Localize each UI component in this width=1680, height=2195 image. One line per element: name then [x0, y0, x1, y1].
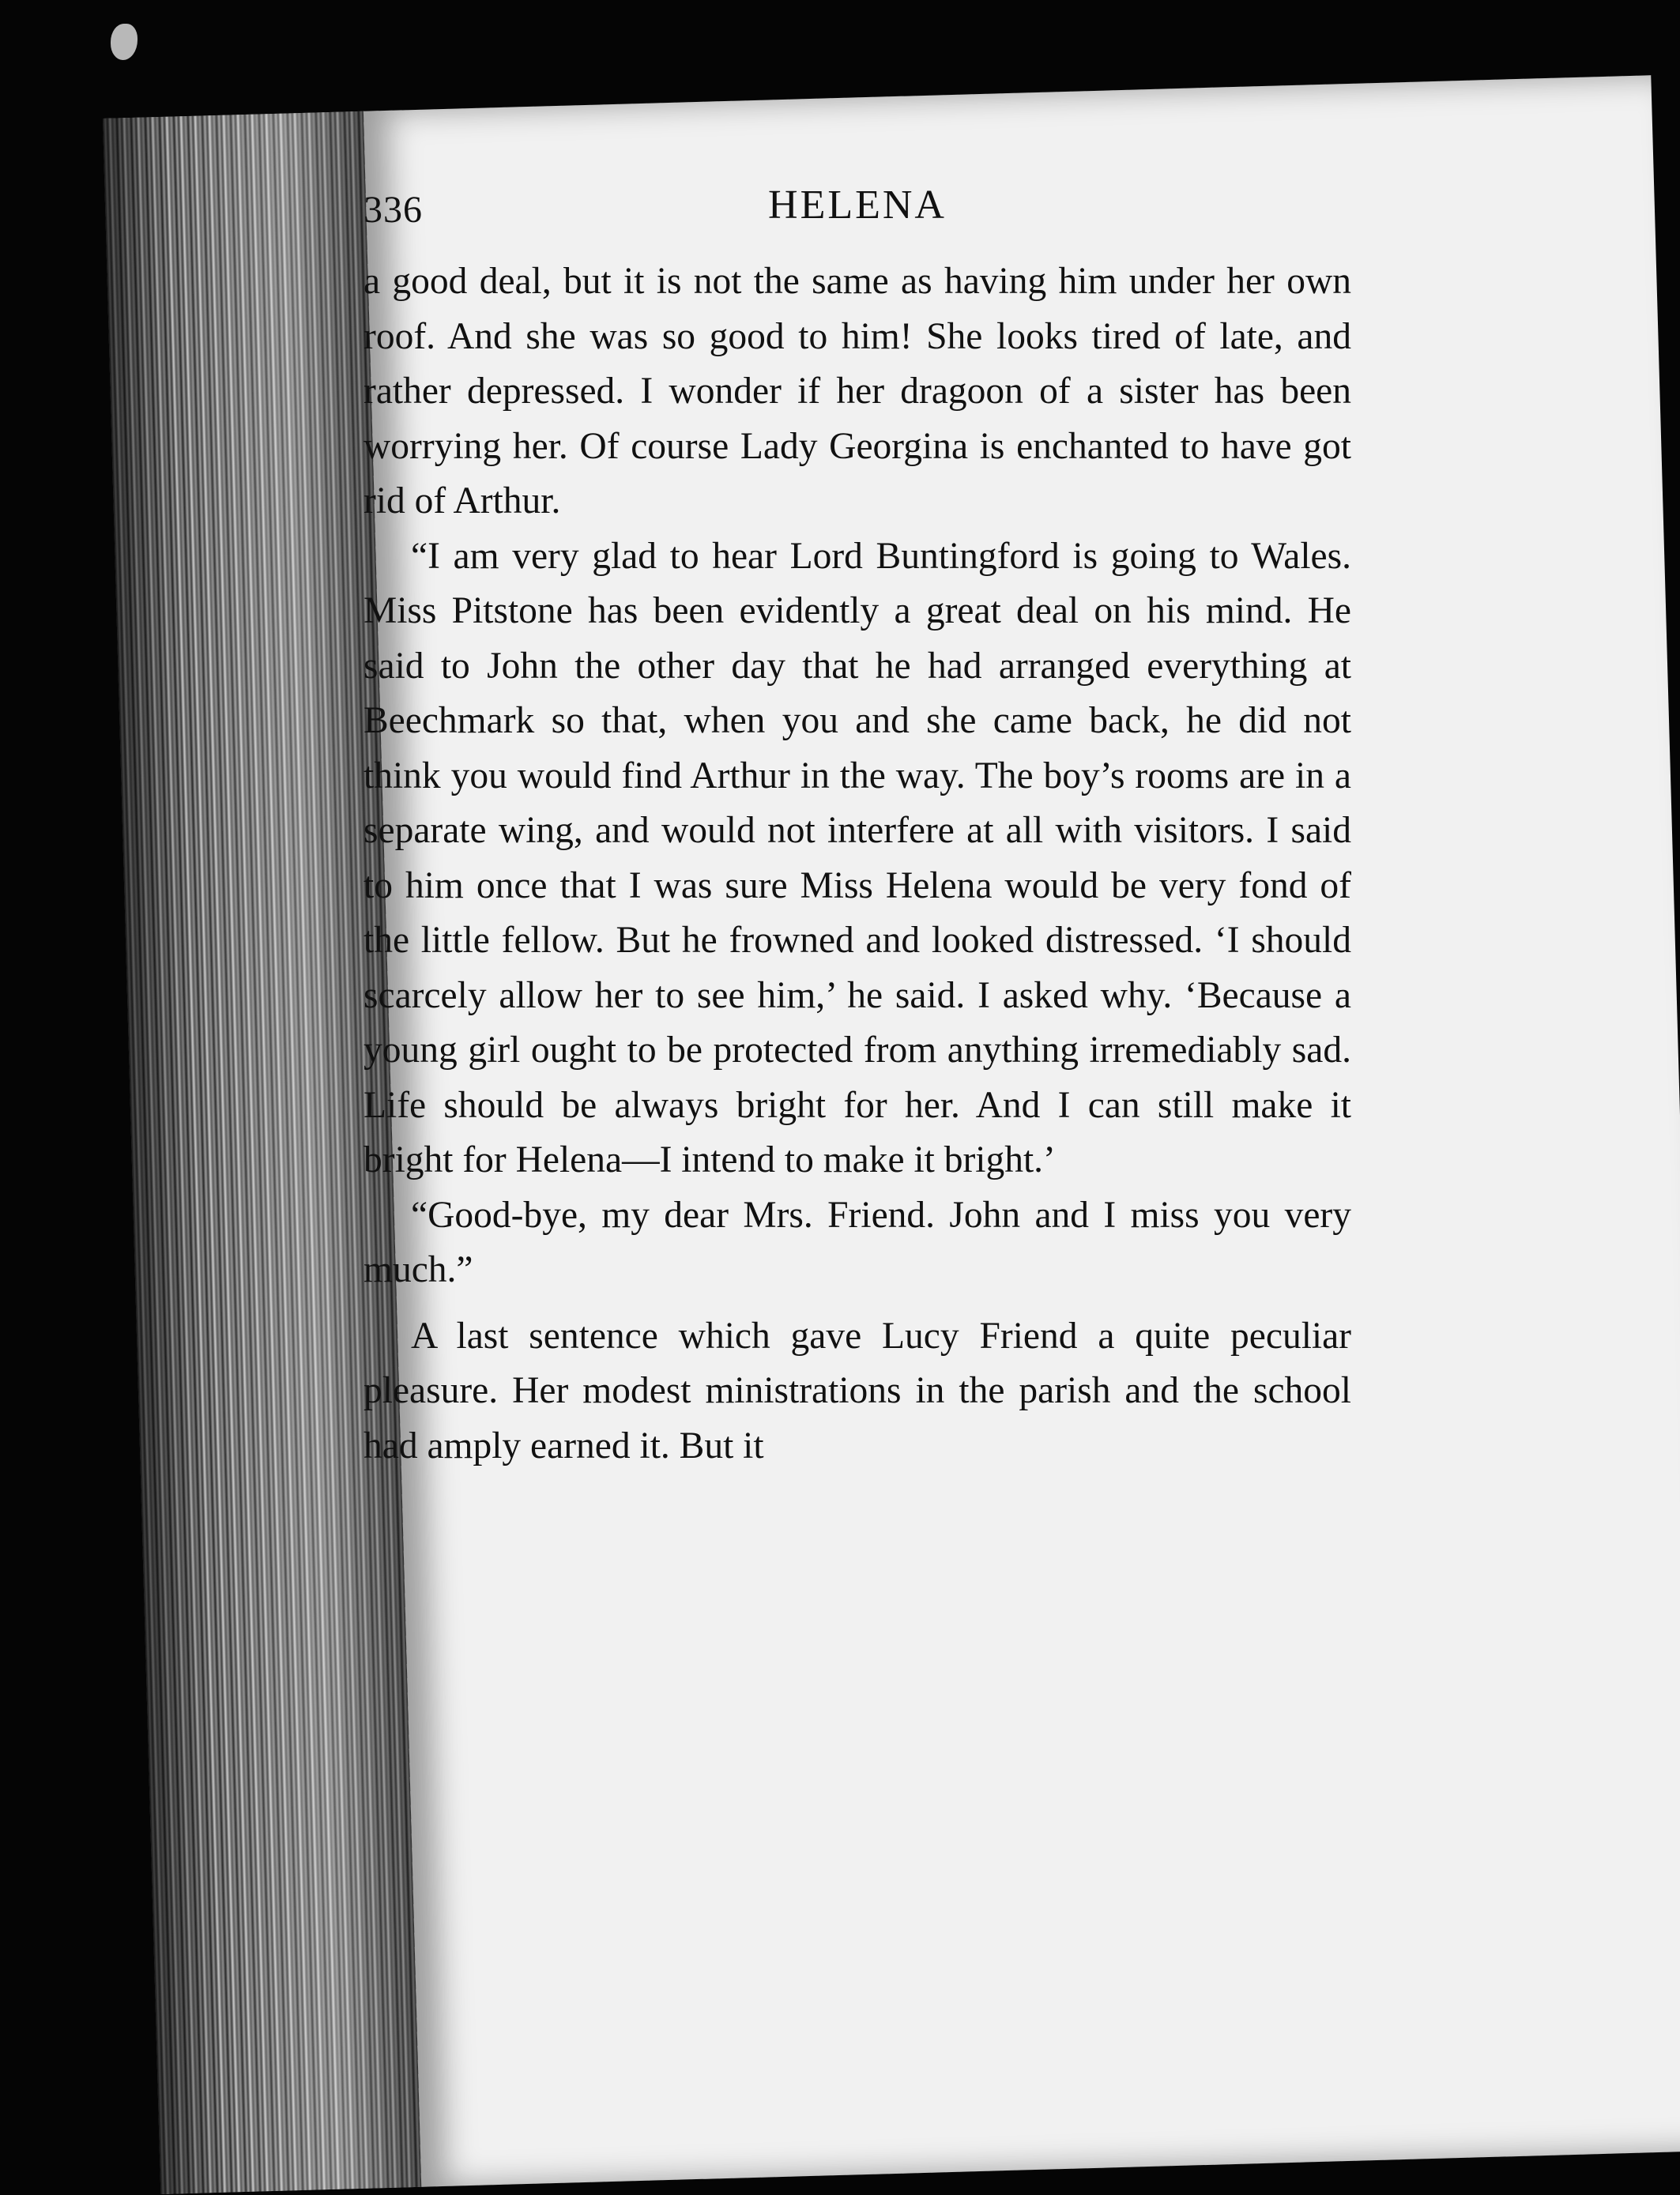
paragraph-narration: A last sentence which gave Lucy Friend a quite peculiar pleasure. Her modest ministrations in the parish and the school had amply earned it. But it	[363, 1315, 1351, 1466]
dust-speck	[111, 24, 137, 60]
paragraph-letter: “I am very glad to hear Lord Buntingford is going to Wales. Miss Pitstone has been evidently a great deal on his mind. He said to John the other day that he had arranged everything at Beechmark so that, when you and she came back, he did not think you would find Arthur in the way. The boy’s rooms are in a separate wing, and would not interfere at all with visitors. I said to him once that I was sure Miss Helena would be very fond of the little fellow. But he frowned and looked distressed. ‘I should scarcely allow her to see him,’ he said. I asked why. ‘Because a young girl ought to be protected from anything irremediably sad. Life should be always bright for her. And I can still make it bright for Helena—I intend to make it bright.’	[363, 535, 1351, 1180]
paragraph-continued: a good deal, but it is not the same as having him under her own roof. And she was so good to him! She looks tired of late, and rather depressed. I wonder if her dragoon of a sister has been worrying her. Of course Lady Georgina is enchanted to have got rid of Arthur.	[363, 261, 1351, 521]
running-head	[363, 182, 1351, 237]
paragraph-farewell: “Good-bye, my dear Mrs. Friend. John and I miss you very much.”	[363, 1194, 1351, 1290]
page-number: 336	[363, 189, 423, 231]
running-title: HELENA	[768, 183, 947, 228]
text-block	[363, 182, 1351, 1474]
body-text	[363, 254, 1351, 1474]
